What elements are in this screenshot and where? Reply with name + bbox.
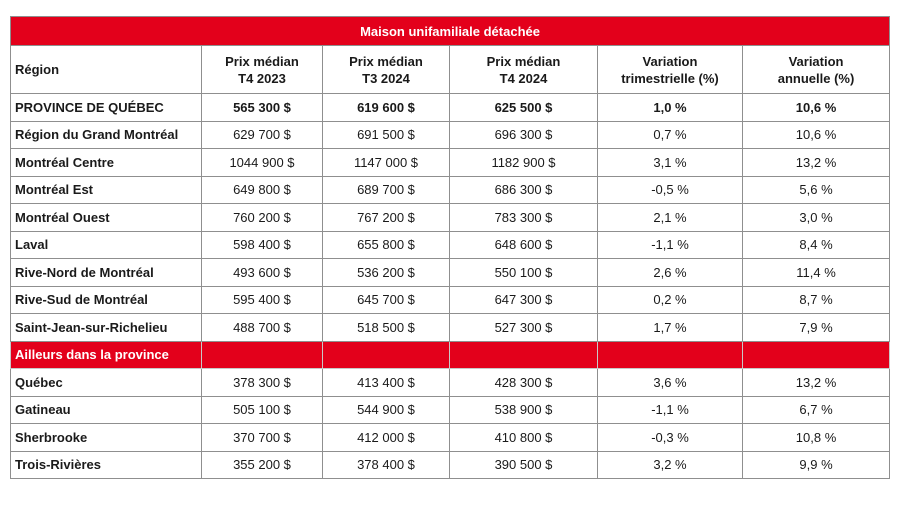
table-row [11, 121, 890, 149]
cell-median-t4-2023: 760 200 $ [202, 204, 323, 232]
cell-quarterly-variation: 2,1 % [598, 204, 743, 232]
cell-region: Rive-Sud de Montréal [11, 286, 202, 314]
cell-median-t4-2023: 649 800 $ [202, 176, 323, 204]
cell-median-t4-2024: 625 500 $ [450, 94, 598, 122]
cell-region: Rive-Nord de Montréal [11, 259, 202, 287]
cell-median-t4-2024: 648 600 $ [450, 231, 598, 259]
cell-region: Montréal Est [11, 176, 202, 204]
table-row [11, 286, 890, 314]
cell-median-t4-2024: 696 300 $ [450, 121, 598, 149]
cell-median-t4-2024: 783 300 $ [450, 204, 598, 232]
cell-median-t3-2024: 691 500 $ [323, 121, 450, 149]
header-region: Région [11, 46, 202, 94]
table-row [11, 424, 890, 452]
cell-region: Québec [11, 369, 202, 397]
cell-region: Sherbrooke [11, 424, 202, 452]
cell-quarterly-variation: 3,1 % [598, 149, 743, 177]
price-table [10, 16, 890, 479]
table-row [11, 369, 890, 397]
cell-annual-variation: 8,7 % [743, 286, 890, 314]
cell-median-t4-2023: 598 400 $ [202, 231, 323, 259]
cell-median-t3-2024: 619 600 $ [323, 94, 450, 122]
cell-median-t4-2024: 647 300 $ [450, 286, 598, 314]
cell-median-t4-2023: 370 700 $ [202, 424, 323, 452]
cell-region: Montréal Centre [11, 149, 202, 177]
cell-quarterly-variation: 2,6 % [598, 259, 743, 287]
cell-median-t3-2024: 536 200 $ [323, 259, 450, 287]
cell-median-t3-2024: 645 700 $ [323, 286, 450, 314]
cell-quarterly-variation: -0,3 % [598, 424, 743, 452]
cell-annual-variation: 5,6 % [743, 176, 890, 204]
cell-median-t4-2023: 493 600 $ [202, 259, 323, 287]
section-empty-cell [202, 341, 323, 369]
cell-quarterly-variation: 3,2 % [598, 451, 743, 479]
cell-quarterly-variation: -0,5 % [598, 176, 743, 204]
header-quarterly-variation: Variation trimestrielle (%) [598, 46, 743, 94]
cell-median-t3-2024: 378 400 $ [323, 451, 450, 479]
table-row [11, 231, 890, 259]
cell-median-t3-2024: 413 400 $ [323, 369, 450, 397]
cell-median-t3-2024: 412 000 $ [323, 424, 450, 452]
header-row [11, 46, 890, 94]
cell-quarterly-variation: 0,2 % [598, 286, 743, 314]
cell-median-t4-2024: 1182 900 $ [450, 149, 598, 177]
cell-median-t4-2023: 629 700 $ [202, 121, 323, 149]
cell-median-t4-2024: 527 300 $ [450, 314, 598, 342]
cell-annual-variation: 7,9 % [743, 314, 890, 342]
table-row [11, 94, 890, 122]
cell-quarterly-variation: 1,7 % [598, 314, 743, 342]
cell-median-t4-2023: 1044 900 $ [202, 149, 323, 177]
cell-median-t4-2024: 428 300 $ [450, 369, 598, 397]
cell-annual-variation: 10,6 % [743, 121, 890, 149]
cell-median-t4-2023: 595 400 $ [202, 286, 323, 314]
section-empty-cell [743, 341, 890, 369]
cell-region: Saint-Jean-sur-Richelieu [11, 314, 202, 342]
header-median-t4-2023: Prix médian T4 2023 [202, 46, 323, 94]
header-median-t3-2024: Prix médian T3 2024 [323, 46, 450, 94]
cell-median-t3-2024: 544 900 $ [323, 396, 450, 424]
cell-median-t3-2024: 767 200 $ [323, 204, 450, 232]
cell-annual-variation: 6,7 % [743, 396, 890, 424]
title-row [11, 17, 890, 46]
cell-quarterly-variation: -1,1 % [598, 396, 743, 424]
cell-median-t4-2023: 488 700 $ [202, 314, 323, 342]
table-row [11, 396, 890, 424]
cell-median-t3-2024: 518 500 $ [323, 314, 450, 342]
cell-region: PROVINCE DE QUÉBEC [11, 94, 202, 122]
section-label: Ailleurs dans la province [11, 341, 202, 369]
cell-median-t4-2024: 390 500 $ [450, 451, 598, 479]
cell-annual-variation: 10,6 % [743, 94, 890, 122]
section-row [11, 341, 890, 369]
cell-median-t4-2024: 686 300 $ [450, 176, 598, 204]
cell-median-t4-2023: 565 300 $ [202, 94, 323, 122]
cell-annual-variation: 13,2 % [743, 149, 890, 177]
section-empty-cell [598, 341, 743, 369]
cell-annual-variation: 3,0 % [743, 204, 890, 232]
cell-median-t3-2024: 689 700 $ [323, 176, 450, 204]
cell-median-t4-2024: 538 900 $ [450, 396, 598, 424]
cell-annual-variation: 13,2 % [743, 369, 890, 397]
cell-region: Gatineau [11, 396, 202, 424]
header-median-t4-2024: Prix médian T4 2024 [450, 46, 598, 94]
cell-region: Région du Grand Montréal [11, 121, 202, 149]
cell-median-t4-2023: 505 100 $ [202, 396, 323, 424]
table-row [11, 149, 890, 177]
table-row [11, 259, 890, 287]
cell-region: Laval [11, 231, 202, 259]
cell-median-t4-2024: 410 800 $ [450, 424, 598, 452]
cell-quarterly-variation: 0,7 % [598, 121, 743, 149]
cell-annual-variation: 8,4 % [743, 231, 890, 259]
table-title: Maison unifamiliale détachée [11, 17, 890, 46]
cell-region: Trois-Rivières [11, 451, 202, 479]
price-table-container [10, 16, 889, 479]
section-empty-cell [450, 341, 598, 369]
cell-annual-variation: 10,8 % [743, 424, 890, 452]
cell-median-t4-2024: 550 100 $ [450, 259, 598, 287]
cell-annual-variation: 9,9 % [743, 451, 890, 479]
cell-quarterly-variation: 1,0 % [598, 94, 743, 122]
table-row [11, 176, 890, 204]
cell-median-t4-2023: 378 300 $ [202, 369, 323, 397]
cell-quarterly-variation: 3,6 % [598, 369, 743, 397]
cell-annual-variation: 11,4 % [743, 259, 890, 287]
cell-quarterly-variation: -1,1 % [598, 231, 743, 259]
cell-median-t4-2023: 355 200 $ [202, 451, 323, 479]
table-row [11, 204, 890, 232]
cell-median-t3-2024: 1147 000 $ [323, 149, 450, 177]
cell-median-t3-2024: 655 800 $ [323, 231, 450, 259]
table-row [11, 451, 890, 479]
section-empty-cell [323, 341, 450, 369]
table-row [11, 314, 890, 342]
cell-region: Montréal Ouest [11, 204, 202, 232]
header-annual-variation: Variation annuelle (%) [743, 46, 890, 94]
